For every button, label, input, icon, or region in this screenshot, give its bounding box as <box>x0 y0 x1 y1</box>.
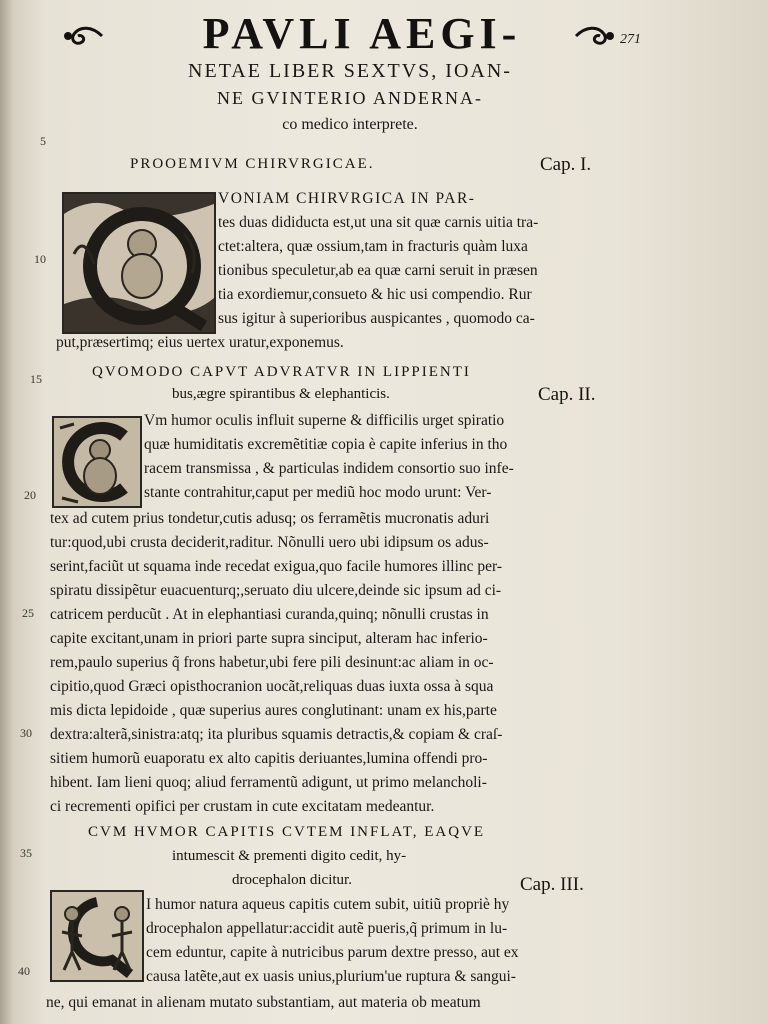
margin-line-number: 20 <box>24 488 36 502</box>
text-line: hibent. Iam lieni quoq; aliud ferramentũ adigunt, ut primo melancholi- <box>50 774 487 791</box>
margin-line-number: 10 <box>34 252 46 266</box>
text-line: Vm humor oculis influit superne & difficilis urget spiratio <box>144 412 505 429</box>
chapter-2-title: QVOMODO CAPVT ADVRATVR IN LIPPIENTI <box>92 364 471 380</box>
text-line: I humor natura aqueus capitis cutem subit, uitiũ propriè hy <box>146 896 510 913</box>
text-line: sitiem humorũ euaporatu ex alto capitis deriuantes,lumina offendi pro- <box>50 750 488 767</box>
woodcut-initial-q-icon <box>62 192 216 334</box>
text-line: ctet:altera, quæ ossium,tam in fracturis quàm luxa <box>218 238 528 255</box>
text-line: VONIAM CHIRVRGICA IN PAR- <box>218 190 476 207</box>
text-line: drocephalon appellatur:accidit autẽ pueris,q̃ primum in lu- <box>146 920 508 937</box>
chapter-1-number: Cap. I. <box>540 154 592 175</box>
margin-line-number: 35 <box>20 846 32 860</box>
cherub-woodcut-icon <box>64 194 214 332</box>
margin-line-number: 5 <box>40 134 46 148</box>
text-line: ne, qui emanat in alienam mutato substantiam, aut materia ob meatum <box>46 994 481 1011</box>
chapter-3-title-cont-2: drocephalon dicitur. <box>232 872 352 888</box>
margin-line-number: 40 <box>18 964 30 978</box>
text-line: racem transmissa , & particulas indidem consortio suo infe- <box>144 460 514 477</box>
chapter-3-title-cont: intumescit & prementi digito cedit, hy- <box>172 848 407 864</box>
text-line: tia exordiemur,consueto & hic usi compendio. Rur <box>218 286 532 303</box>
putti-woodcut-icon <box>52 892 142 980</box>
text-line: tionibus speculetur,ab ea quæ carni seruit in præsen <box>218 262 538 279</box>
text-line: tur:quod,ubi crusta deciderit,raditur. Nõnulli uero ubi idipsum os adus- <box>50 534 489 551</box>
text-line: causa latẽte,aut ex uasis unius,plurium'ue ruptura & sangui- <box>146 968 516 985</box>
subtitle-line-2: NE GVINTERIO ANDERNA- <box>217 88 483 108</box>
chapter-2-title-cont: bus,ægre spirantibus & elephanticis. <box>172 386 390 402</box>
text-line: put,præsertimq; eius uertex uratur,exponemus. <box>56 334 344 351</box>
margin-line-number: 15 <box>30 372 42 386</box>
text-line: quæ humiditatis excremẽtitiæ copia è capite inferius in tho <box>144 436 508 453</box>
text-line: mis dicta lepidoide , quæ superius aures conglutinant: unam ex his,parte <box>50 702 497 719</box>
text-line: catricem perducũt . At in elephantiasi curanda,quinq; nõnulli crustas in <box>50 606 489 623</box>
page-header <box>60 8 660 60</box>
book-gutter <box>0 0 14 1024</box>
text-line: stante contrahitur,caput per mediũ hoc modo urunt: Ver- <box>144 484 492 501</box>
text-line: cipitio,quod Græci opisthocranion uocãt,reliquas duas iuxta ossa à squa <box>50 678 494 695</box>
text-line: tes duas dididucta est,ut una sit quæ carnis uitia tra- <box>218 214 539 231</box>
margin-line-number: 30 <box>20 726 32 740</box>
subtitle-line-3: co medico interprete. <box>282 116 418 133</box>
margin-line-number: 25 <box>22 606 34 620</box>
fleuron-left-icon <box>62 22 106 50</box>
chapter-3-number: Cap. III. <box>520 874 584 895</box>
fleuron-right-icon <box>572 22 616 50</box>
text-line: tex ad cutem prius tondetur,cutis adusq; os ferramẽtis mucronatis aduri <box>50 510 490 527</box>
woodcut-initial-q-putti-icon <box>50 890 144 982</box>
text-line: spiratu dissipẽtur euacuenturq;,seruato diu ulcere,deinde sic ipsum ad ci- <box>50 582 502 599</box>
text-line: dextra:alterã,sinistra:atq; ita pluribus squamis detractis,& copiam & craſ- <box>50 726 503 743</box>
chapter-2-number: Cap. II. <box>538 384 596 405</box>
text-line: rem,paulo superius q̃ frons habetur,ubi fere pili desinunt:ac aliam in oc- <box>50 654 494 671</box>
text-line: ci recrementi opifici per crustam in cute excitatam medeantur. <box>50 798 435 815</box>
page-number: 271 <box>620 32 641 47</box>
figure-woodcut-icon <box>54 418 140 506</box>
woodcut-initial-c-icon <box>52 416 142 508</box>
chapter-3-title: CVM HVMOR CAPITIS CVTEM INFLAT, EAQVE <box>88 824 486 840</box>
subtitle-line-1: NETAE LIBER SEXTVS, IOAN- <box>188 60 512 82</box>
text-line: cem eduntur, capite à nutricibus parum dextre presso, aut ex <box>146 944 519 961</box>
page-title: PAVLI AEGI- <box>202 9 522 58</box>
text-line: capite excitant,unam in priori parte supra sinciput, alteram hac inferio- <box>50 630 488 647</box>
chapter-1-title: PROOEMIVM CHIRVRGICAE. <box>130 156 375 172</box>
text-line: serint,faciũt ut squama inde recedat exigua,quo facile humores illinc per- <box>50 558 503 575</box>
text-line: sus igitur à superioribus auspicantes , quomodo ca- <box>218 310 535 327</box>
